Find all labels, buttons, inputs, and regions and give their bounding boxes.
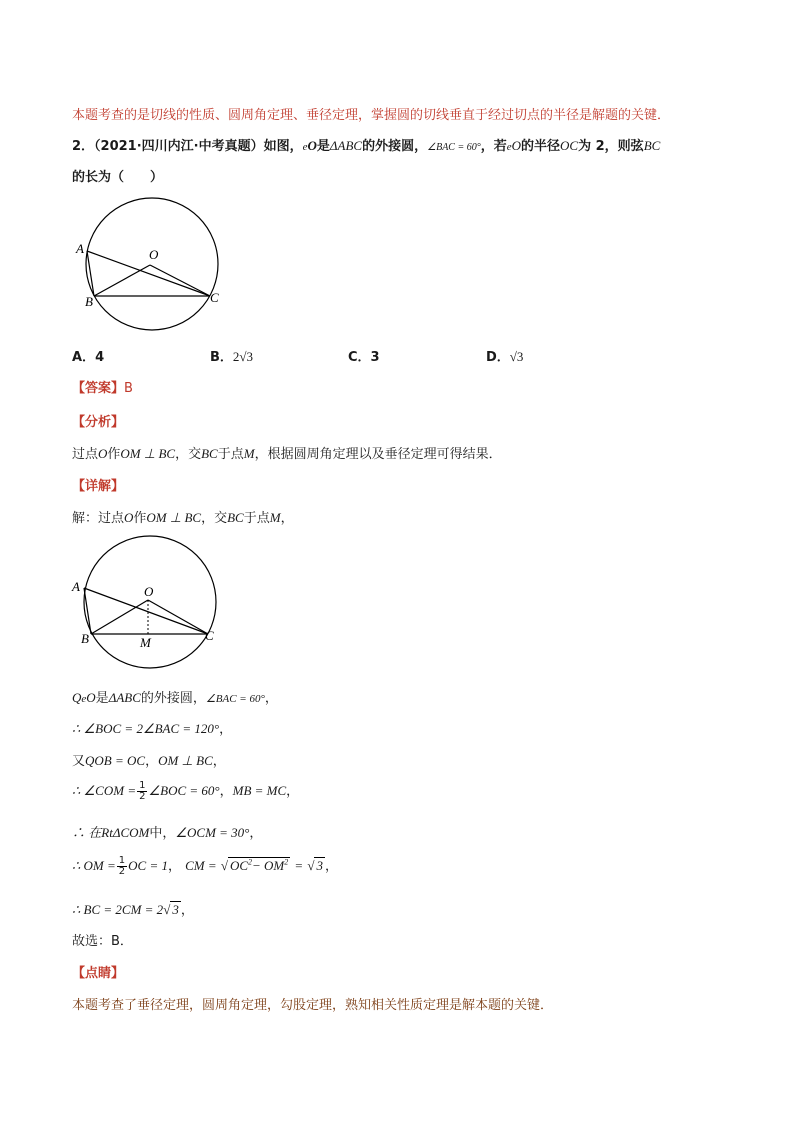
answer-line xyxy=(72,377,133,396)
comment-text: 本题考查了垂径定理，圆周角定理，勾股定理，熟知相关性质定理是解本题的关键． xyxy=(72,998,554,1013)
segment-BO xyxy=(94,265,150,296)
option-c[interactable]: C．3 xyxy=(348,350,380,365)
step-4: ∴ ∠COM = $\frac{1}{2}$ ∠BOC = 60°，MB = MC， xyxy=(72,780,300,802)
label-A: A xyxy=(76,241,84,256)
question-number: 2． xyxy=(72,139,95,154)
detail-tag: 【详解】 xyxy=(72,479,125,494)
label-B: B xyxy=(81,631,89,646)
detail-line-1: 解：过点O作OM ⊥ BC，交BC于点M， xyxy=(72,510,294,526)
label-C: C xyxy=(205,628,214,643)
sqrt-sign: √ xyxy=(220,858,228,873)
option-a[interactable]: A．4 xyxy=(72,350,105,365)
analysis-tag: 【分析】 xyxy=(72,415,125,430)
answer-value: B xyxy=(124,381,133,396)
fraction-half: $\frac{1}{2}$ xyxy=(139,780,146,802)
segment-BO xyxy=(91,600,148,634)
fraction-half: $\frac{1}{2}$ xyxy=(118,855,126,877)
comment-tag: 【点睛】 xyxy=(72,966,125,981)
label-C: C xyxy=(210,290,219,305)
step-6: ∴ OM = $\frac{1}{2}$ OC = 1， CM = √ $OC^2- OM^2$ = √ 3 ， xyxy=(72,855,338,877)
intro-summary: 本题考查的是切线的性质、圆周角定理、垂径定理，掌握圆的切线垂直于经过切点的半径是解题的关键． xyxy=(72,108,671,123)
segment-OC xyxy=(150,265,210,296)
analysis-text: 过点O作OM ⊥ BC，交BC于点M，根据圆周角定理以及垂径定理可得结果． xyxy=(72,446,502,462)
step-7: ∴ BC = 2CM = 2√ 3 ， xyxy=(72,902,194,918)
label-O: O xyxy=(144,584,154,599)
question-source: （2021·四川内江·中考真题） xyxy=(94,139,264,154)
step-1: QeO是ΔABC的外接圆，∠BAC = 60°， xyxy=(72,690,278,706)
option-d[interactable]: D．√3 xyxy=(486,349,524,365)
circumcircle xyxy=(86,198,218,330)
label-O: O xyxy=(149,247,159,262)
figure-1-circle-diagram xyxy=(70,192,230,342)
label-M: M xyxy=(140,635,151,650)
step-8: 故选：B． xyxy=(72,934,133,949)
segment-OC xyxy=(148,600,208,634)
question-line-2: 的长为（ ） xyxy=(72,170,164,185)
option-b[interactable]: B．2√3 xyxy=(210,349,254,365)
answer-tag: 【答案】 xyxy=(72,381,125,396)
label-A: A xyxy=(72,579,80,594)
question-line-1: 2．（2021·四川内江·中考真题）如图，eO是ΔABC的外接圆，∠BAC = 60°，若eO的半径OC为 2，则弦BC xyxy=(72,138,661,154)
step-5: ∴ 在RtΔCOM中，∠OCM = 30°， xyxy=(72,825,263,841)
step-2: ∴ ∠BOC = 2∠BAC = 120°， xyxy=(72,721,233,737)
sqrt-radicand: $OC^2- OM^2$ xyxy=(229,857,289,873)
label-B: B xyxy=(85,294,93,309)
figure-2-circle-diagram xyxy=(68,530,228,685)
step-3: 又QOB = OC，OM ⊥ BC， xyxy=(72,753,226,769)
